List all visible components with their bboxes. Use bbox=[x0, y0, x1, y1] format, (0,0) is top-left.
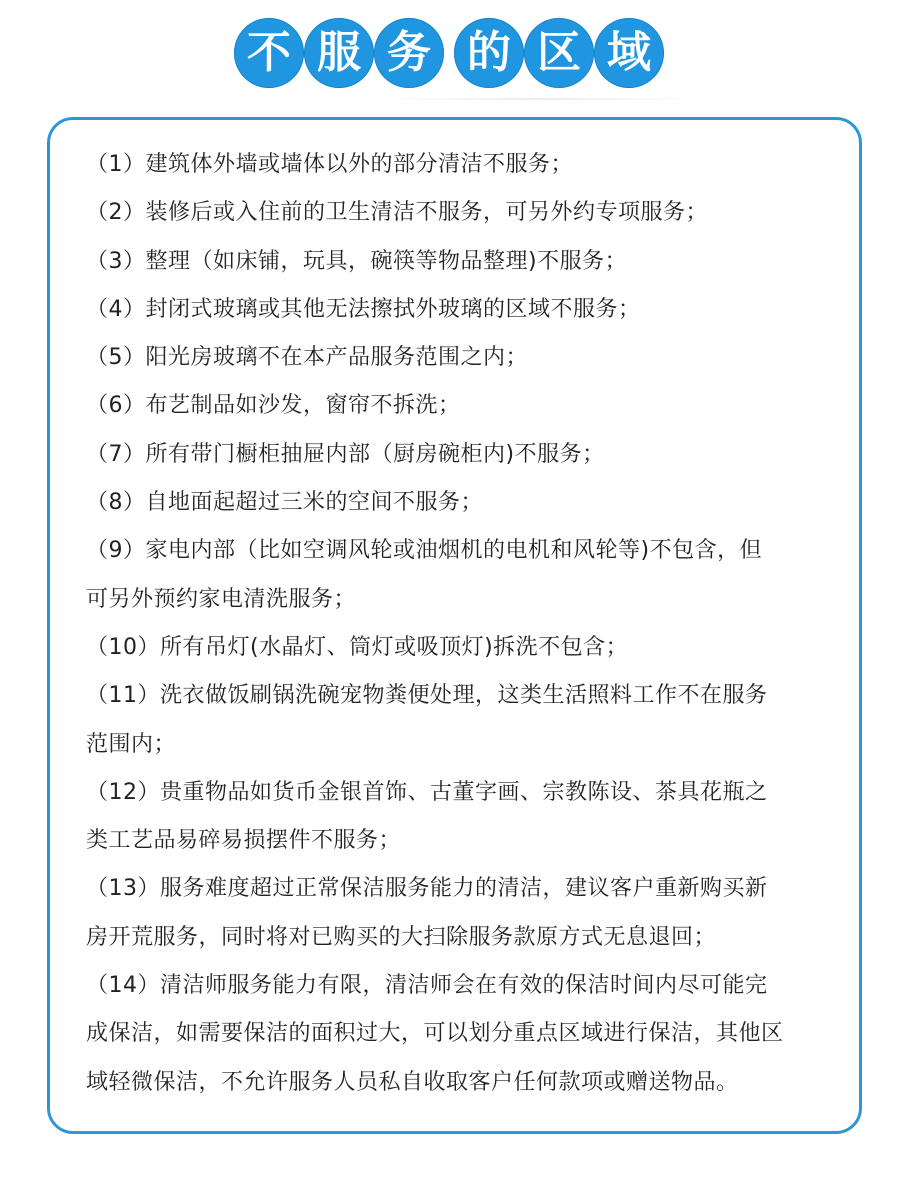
title-char-circle: 服 bbox=[304, 18, 374, 88]
title-char-circle: 的 bbox=[454, 18, 524, 88]
list-item: （8）自地面起超过三米的空间不服务； bbox=[86, 490, 483, 516]
list-item: （2）装修后或入住前的卫生清洁不服务，可另外约专项服务； bbox=[86, 200, 708, 226]
list-item: （4）封闭式玻璃或其他无法擦拭外玻璃的区域不服务； bbox=[86, 296, 641, 322]
list-item: （10）所有吊灯(水晶灯、筒灯或吸顶灯)拆洗不包含； bbox=[86, 634, 629, 660]
list-item-continuation: 房开荒服务，同时将对已购买的大扫除服务款原方式无息退回； bbox=[86, 924, 717, 950]
list-item: （9）家电内部（比如空调风轮或油烟机的电机和风轮等)不包含，但 bbox=[86, 538, 763, 564]
list-item: （5）阳光房玻璃不在本产品服务范围之内； bbox=[86, 345, 528, 371]
title-char-circle: 区 bbox=[524, 18, 594, 88]
title-char-circle: 务 bbox=[374, 18, 444, 88]
list-item: （14）清洁师服务能力有限，清洁师会在有效的保洁时间内尽可能完 bbox=[86, 973, 768, 999]
list-item: （6）布艺制品如沙发，窗帘不拆洗； bbox=[86, 393, 461, 419]
title-char-circle: 不 bbox=[234, 18, 304, 88]
list-item-continuation: 可另外预约家电清洗服务； bbox=[86, 586, 357, 612]
title-char-circle: 域 bbox=[594, 18, 664, 88]
list-item: （12）贵重物品如货币金银首饰、古董字画、宗教陈设、茶具花瓶之 bbox=[86, 779, 768, 805]
list-item-continuation: 成保洁，如需要保洁的面积过大，可以划分重点区域进行保洁，其他区 bbox=[86, 1021, 784, 1047]
list-item-continuation: 类工艺品易碎易损摆件不服务； bbox=[86, 828, 402, 854]
title-divider bbox=[380, 98, 700, 100]
list-item: （1）建筑体外墙或墙体以外的部分清洁不服务； bbox=[86, 152, 573, 177]
list-item-continuation: 范围内； bbox=[86, 731, 177, 757]
list-item: （11）洗衣做饭刷锅洗碗宠物粪便处理，这类生活照料工作不在服务 bbox=[86, 683, 768, 709]
list-item: （13）服务难度超过正常保洁服务能力的清洁，建议客户重新购买新 bbox=[86, 876, 768, 902]
list-item: （3）整理（如床铺，玩具，碗筷等物品整理)不服务； bbox=[86, 248, 628, 274]
list-item: （7）所有带门橱柜抽屉内部（厨房碗柜内)不服务； bbox=[86, 441, 605, 467]
page-title bbox=[0, 18, 900, 90]
exclusion-list bbox=[86, 141, 836, 1107]
list-item-continuation: 域轻微保洁，不允许服务人员私自收取客户任何款项或赠送物品。 bbox=[86, 1069, 739, 1095]
